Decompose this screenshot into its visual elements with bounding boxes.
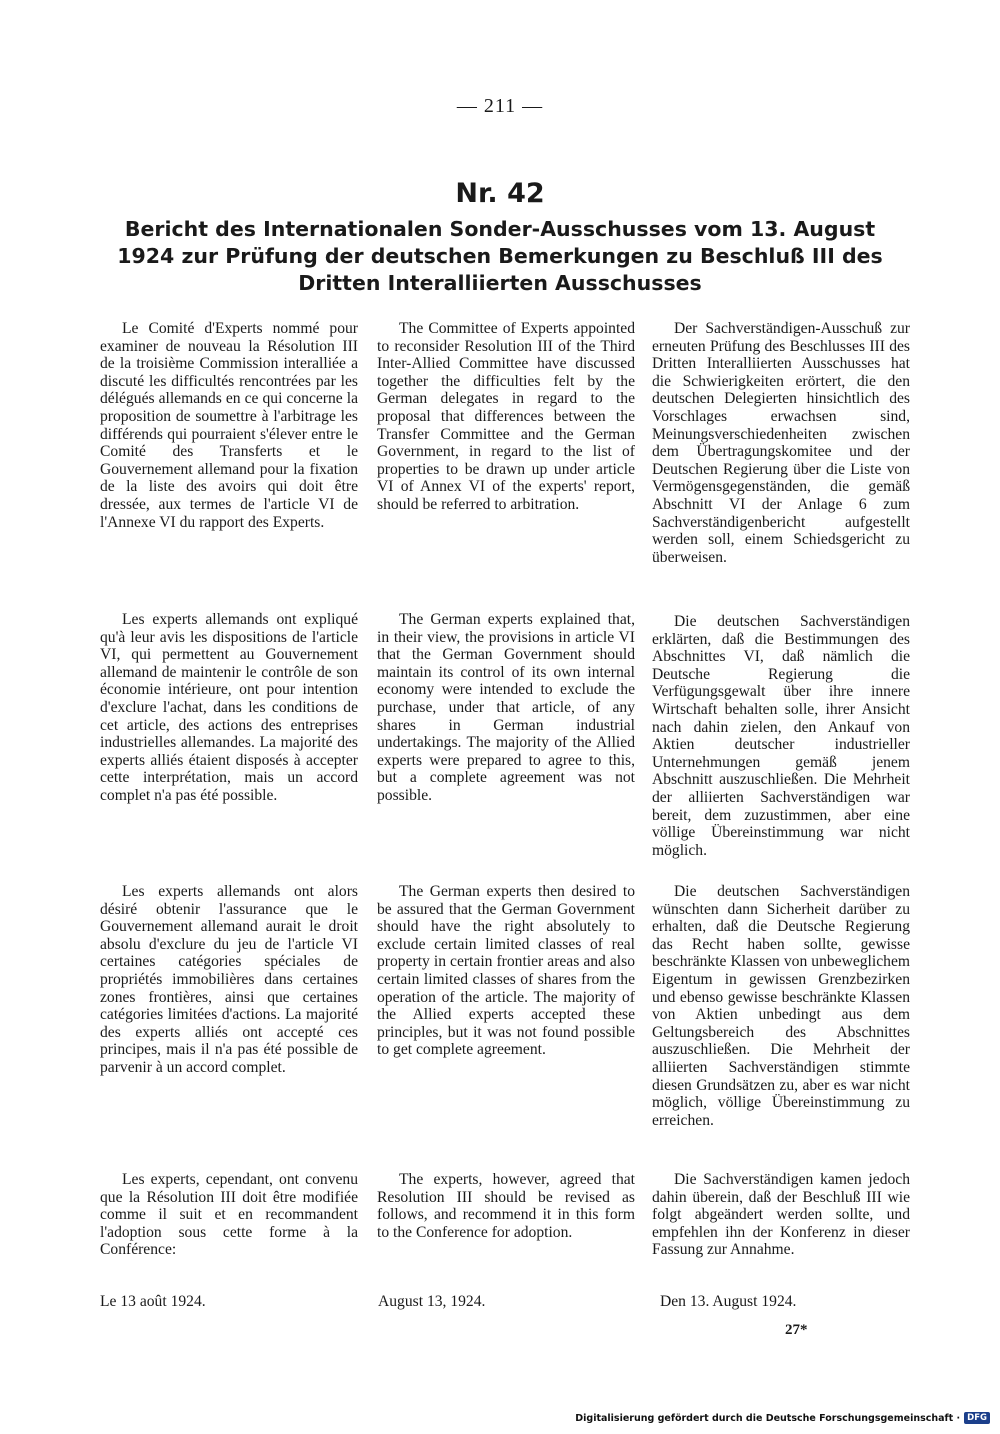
page-number: — 211 — [456, 95, 544, 117]
footer [575, 1412, 990, 1424]
paragraph-text: Les experts allemands ont expliqué qu'à leur avis les dispositions de l'article VI, qui permettent au Gouvernement allemand de maintenir le contrôle de son économie intérieure, ont pour intention d'exclure l'achat, dans les conditions de cet article, des actions des entreprises industrielles allemandes. La majorité des experts alliés étaient disposés à accepter cette interprétation, mais un accord complet n'a pas été possible. [100, 611, 358, 804]
dfg-logo-icon: DFG [964, 1412, 990, 1424]
french-paragraph-1 [100, 320, 358, 531]
document-title: Bericht des Internationalen Sonder-Ausschusses vom 13. August 1924 zur Prüfung der deutschen Bemerkungen zu Beschluß III des Dritten Interalliierten Ausschusses [117, 217, 883, 295]
english-paragraph-1 [377, 320, 635, 514]
footer-text: Digitalisierung gefördert durch die Deutsche Forschungsgemeinschaft · [575, 1412, 961, 1424]
paragraph-text: Der Sachverständigen-Ausschuß zur erneuten Prüfung des Beschlusses III des Dritten Interalliierten Ausschusses hat die Schwierigkeiten erörtert, die den deutschen Delegierten hinsichtlich des Vorschlages erwachsen sind, Meinungsverschiedenheiten zwischen dem Übertragungskomitee und der Deutschen Regierung über die Liste von Vermögensgegenständen, die gemäß Abschnitt VI der Anlage 6 zum Sachverständigenbericht aufgestellt werden soll, einem Schiedsgericht zu überweisen. [652, 320, 910, 566]
signature-mark: 27* [785, 1322, 808, 1338]
paragraph-text: The German experts then desired to be assured that the German Government should have the right absolutely to exclude certain limited classes of real property in certain frontier areas and also certain limited classes of shares from the operation of the article. The majority of the Allied experts accepted these principles, but it was not found possible to get complete agreement. [377, 883, 635, 1059]
french-paragraph-2 [100, 611, 358, 805]
paragraph-text: Le Comité d'Experts nommé pour examiner de nouveau la Résolution III de la troisième Commission interalliée a discuté les difficultés rencontrées par les délégués allemands en ce qui concerne la proposition de soumettre à l'arbitrage les différends qui pourraient s'élever entre le Comité des Transferts et le Gouvernement allemand pour la fixation de la liste des avoirs qui doit être dressée, aux termes de l'article VI de l'Annexe VI du rapport des Experts. [100, 320, 358, 531]
paragraph-text: Die deutschen Sachverständigen wünschten dann Sicherheit darüber zu erhalten, daß die Deutsche Regierung das Recht haben sollte, gewisse beschränkte Klassen von unbeweglichem Eigentum in gewissen Grenzbezirken und ebenso gewisse beschränkte Klassen von Aktien unbedingt aus dem Geltungsbereich des Abschnittes auszuschließen. Die Mehrheit der alliierten Sachverständigen stimmte diesen Grundsätzen zu, aber es war nicht möglich, völlige Übereinstimmung zu erreichen. [652, 883, 910, 1129]
paragraph-text: Die deutschen Sachverständigen erklärten, daß die Bestimmungen des Abschnittes VI, daß nämlich die Deutsche Regierung die Verfügungsgewalt über ihre innere Wirtschaft behalten solle, ihrer Ansicht nach dahin zielen, den Ankauf von Aktien deutscher industrieller Unternehmungen gemäß jenem Abschnitt auszuschließen. Die Mehrheit der alliierten Sachverständigen war bereit, dem zuzustimmen, aber eine völlige Übereinstimmung war nicht möglich. [652, 613, 910, 859]
german-paragraph-2 [652, 613, 910, 859]
french-paragraph-4 [100, 1171, 358, 1259]
document-number: Nr. 42 [455, 178, 545, 209]
english-paragraph-2 [377, 611, 635, 805]
paragraph-text: Die Sachverständigen kamen jedoch dahin überein, daß der Beschluß III wie folgt abgeändert werden sollte, und empfehlen ihn der Konferenz in dieser Fassung zur Annahme. [652, 1171, 910, 1259]
paragraph-text: Les experts allemands ont alors désiré obtenir l'assurance que le Gouvernement allemand aurait le droit absolu d'exclure du jeu de l'article VI certaines catégories spéciales de propriétés immobilières dans certaines zones frontières, ainsi que certaines catégories limitées d'actions. La majorité des experts alliés ont accepté ces principes, mais il n'a pas été possible de parvenir à un accord complet. [100, 883, 358, 1076]
english-paragraph-4 [377, 1171, 635, 1241]
german-date: Den 13. August 1924. [660, 1293, 797, 1310]
paragraph-text: The German experts explained that, in their view, the provisions in article VI that the German Government should maintain its control of its own internal economy were intended to exclude the purchase, under that article, of any shares in German industrial undertakings. The majority of the Allied experts were prepared to agree to this, but a complete agreement was not possible. [377, 611, 635, 804]
paragraph-text: The experts, however, agreed that Resolution III should be revised as follows, and recommend it in this form to the Conference for adoption. [377, 1171, 635, 1241]
paragraph-text: The Committee of Experts appointed to reconsider Resolution III of the Third Inter-Allied Committee have discussed together the difficulties felt by the German delegates in regard to the proposal that differences between the Transfer Committee and the German Government, in regard to the list of properties to be drawn up under article VI of Annex VI of the experts' report, should be referred to arbitration. [377, 320, 635, 513]
english-paragraph-3 [377, 883, 635, 1059]
french-date: Le 13 août 1924. [100, 1293, 206, 1310]
german-paragraph-3 [652, 883, 910, 1129]
english-date: August 13, 1924. [378, 1293, 486, 1310]
german-paragraph-4 [652, 1171, 910, 1259]
german-paragraph-1 [652, 320, 910, 566]
paragraph-text: Les experts, cependant, ont convenu que la Résolution III doit être modifiée comme il suit et en recommandent l'adoption sous cette forme à la Conférence: [100, 1171, 358, 1259]
french-paragraph-3 [100, 883, 358, 1077]
